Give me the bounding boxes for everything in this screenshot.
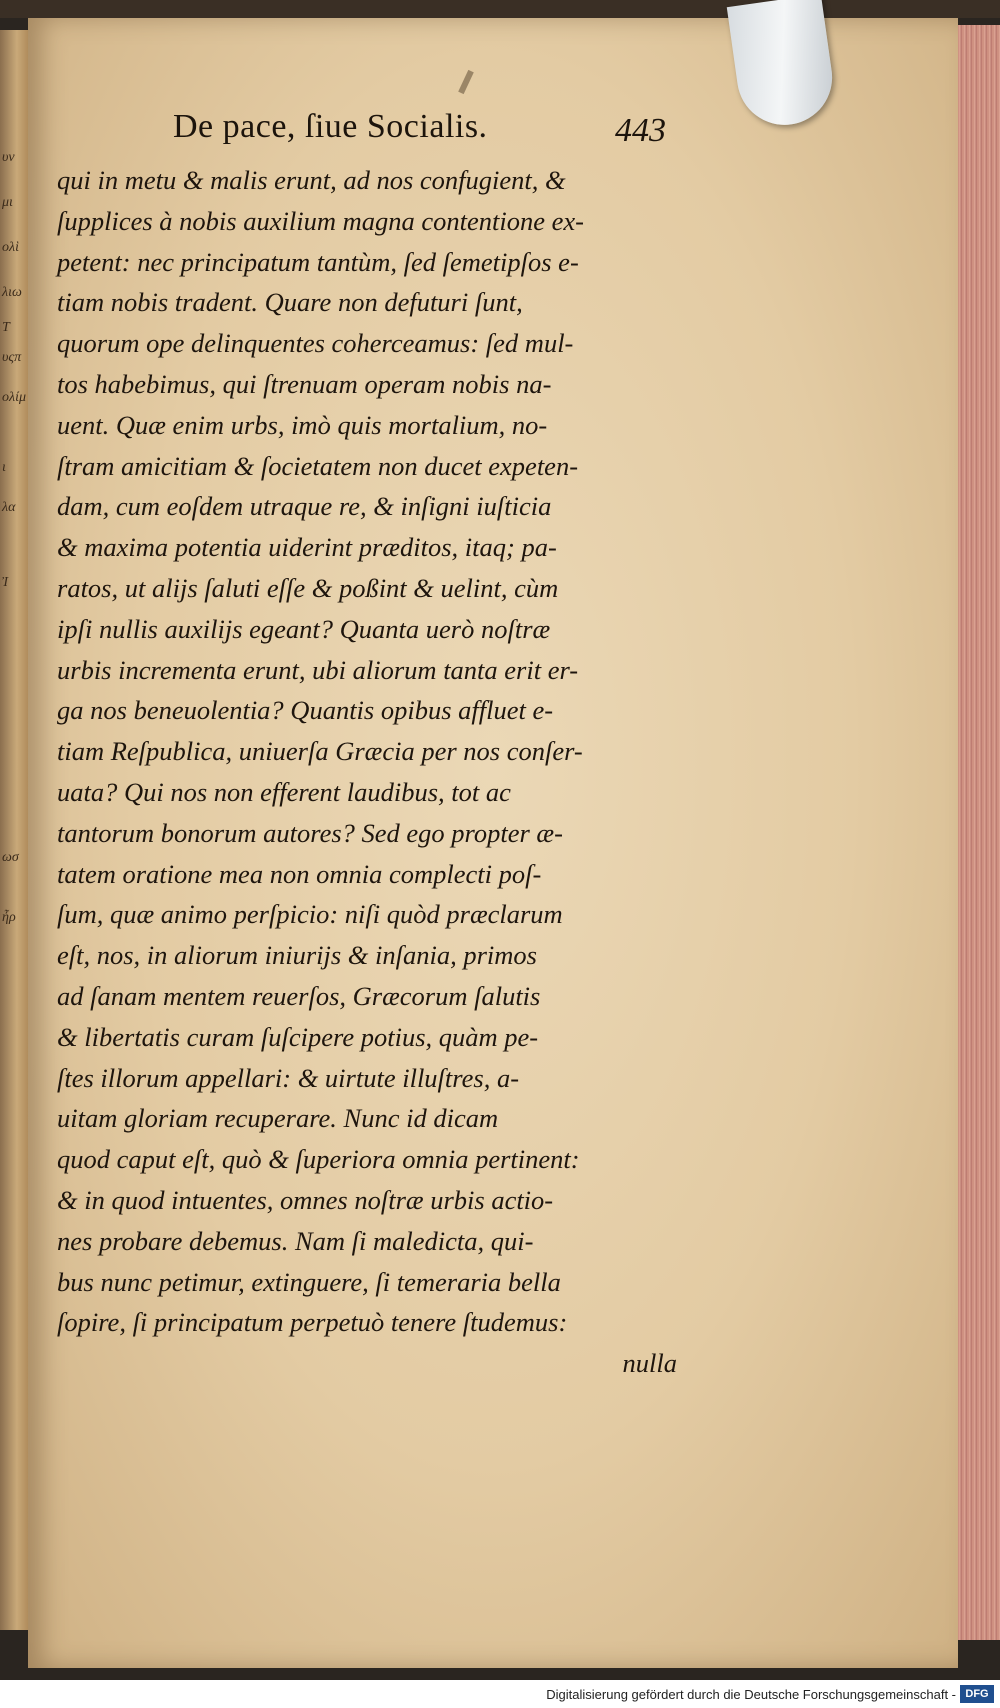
text-line: ſum, quæ animo perſpicio: niſi quòd præclarum [57, 899, 563, 930]
text-line: bus nunc petimur, extinguere, ſi temeraria bella [57, 1266, 561, 1297]
text-line: & maxima potentia uiderint præditos, itaq; pa- [57, 532, 557, 563]
text-line: petent: nec principatum tantùm, ſed ſemetipſos e- [57, 246, 579, 277]
text-line: quod caput eſt, quò & ſuperiora omnia pertinent: [57, 1144, 580, 1175]
margin-fragment: ωσ [2, 850, 19, 865]
text-line: tos habebimus, qui ſtrenuam operam nobis na- [57, 368, 552, 399]
page-block-edge [958, 25, 1000, 1640]
margin-fragment: λα [2, 500, 16, 515]
text-line: ſupplices à nobis auxilium magna contentione ex- [57, 205, 584, 236]
margin-fragment: Τ [2, 320, 10, 335]
body-text [57, 160, 677, 1384]
previous-page-margin [0, 30, 28, 1630]
text-line: tiam nobis tradent. Quare non defuturi ſunt, [57, 287, 523, 318]
margin-fragment: ι [2, 460, 6, 475]
text-line: qui in metu & malis erunt, ad nos confugient, & [57, 165, 566, 195]
margin-fragment: μι [2, 195, 13, 210]
margin-fragment: ολίμ [2, 390, 26, 405]
text-line: ſopire, ſi principatum perpetuò tenere ſtudemus: [57, 1307, 568, 1338]
text-line: ga nos beneuolentia? Quantis opibus affluet e- [57, 695, 554, 726]
margin-fragment: ολὶ [2, 240, 19, 255]
text-line: dam, cum eoſdem utraque re, & inſigni iuſticia [57, 491, 552, 522]
text-line: ſtes illorum appellari: & uirtute illuſtres, a- [57, 1062, 520, 1093]
margin-fragment: υςπ [2, 350, 22, 365]
margin-fragment: ἦρ [2, 910, 16, 925]
margin-fragment: Ἰ [2, 575, 9, 590]
digitization-footer [0, 1680, 1000, 1708]
text-line: tiam Reſpublica, uniuerſa Græcia per nos conſer- [57, 736, 583, 767]
text-line: urbis incrementa erunt, ubi aliorum tanta erit er- [57, 654, 579, 685]
text-line: uitam gloriam recuperare. Nunc id dicam [57, 1103, 499, 1134]
text-line: ipſi nullis auxilijs egeant? Quanta uerò noſtræ [57, 613, 551, 644]
text-line: tatem oratione mea non omnia complecti poſ- [57, 858, 542, 889]
text-line: ſtram amicitiam & ſocietatem non ducet expeten- [57, 450, 579, 481]
text-line: uent. Quæ enim urbs, imò quis mortalium, no- [57, 409, 548, 440]
text-line: & in quod intuentes, omnes noſtræ urbis actio- [57, 1184, 554, 1215]
dfg-logo: DFG [960, 1685, 994, 1703]
text-line: ad ſanam mentem reuerſos, Græcorum ſalutis [57, 980, 541, 1011]
margin-fragment: υν [2, 150, 15, 165]
text-line: nes probare debemus. Nam ſi maledicta, qui- [57, 1225, 534, 1256]
text-line: ratos, ut alijs ſaluti eſſe & poßint & uelint, cùm [57, 572, 559, 603]
margin-fragment: λιω [2, 285, 22, 300]
text-line: & libertatis curam ſuſcipere potius, quàm pe- [57, 1021, 539, 1052]
text-line: quorum ope delinquentes coherceamus: ſed mul- [57, 328, 574, 359]
text-line: eſt, nos, in aliorum iniurijs & inſania, primos [57, 940, 537, 971]
page-number: 443 [615, 112, 666, 149]
text-line: tantorum bonorum autores? Sed ego propter æ- [57, 817, 563, 848]
funding-credit: Digitalisierung gefördert durch die Deutsche Forschungsgemeinschaft - [546, 1687, 956, 1702]
text-line: uata? Qui nos non efferent laudibus, tot ac [57, 776, 511, 807]
catchword: nulla [622, 1348, 677, 1379]
running-title: De pace, ſiue Socialis. [173, 108, 488, 145]
scan-top-border [0, 0, 1000, 18]
